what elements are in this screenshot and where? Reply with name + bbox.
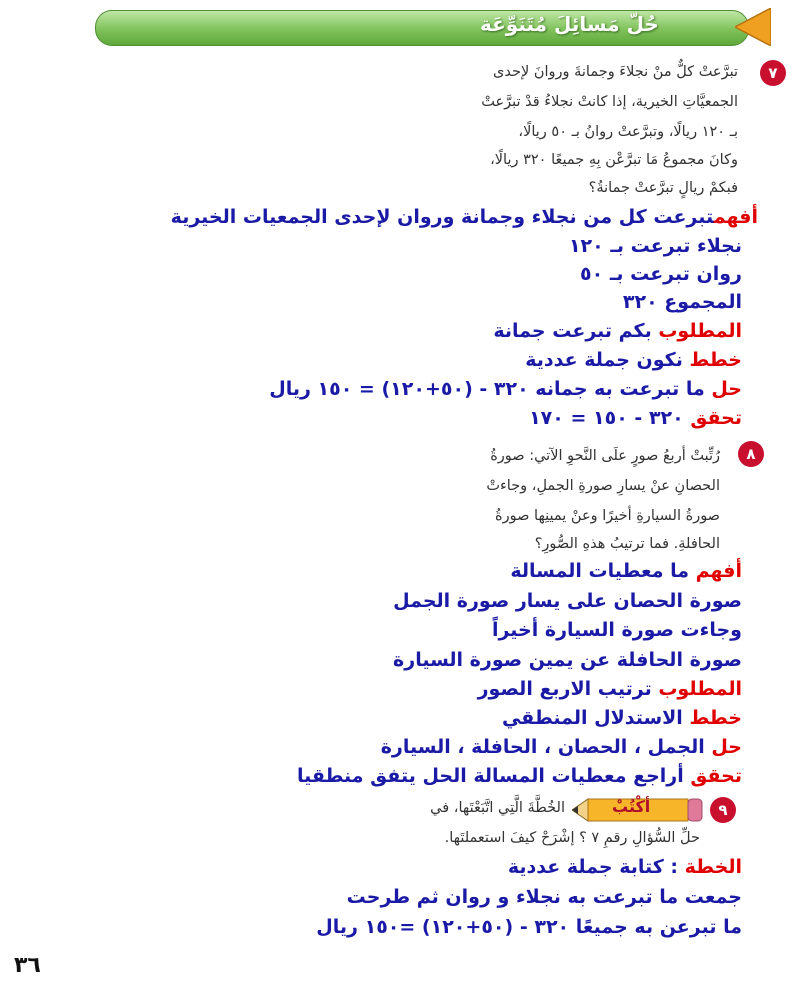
answer-text: تبرعت كل من نجلاء وجمانة وروان لإحدى الجمعيات الخيرية xyxy=(170,206,714,228)
question-7-line: فبكمْ ريالٍ تبرَّعتْ جمانةُ؟ xyxy=(588,180,738,196)
answer-text: ما معطيات المسالة xyxy=(510,560,696,582)
question-number-8: ٨ xyxy=(738,441,764,467)
question-7-line: تبرَّعتْ كلٌّ منْ نجلاءَ وجمانةَ وروانَ لإحدى xyxy=(493,64,738,80)
label-khotta: الخطة xyxy=(684,856,742,878)
answer-9-line: جمعت ما تبرعت به نجلاء و روان ثم طرحت xyxy=(346,886,742,908)
banner-arrow-icon xyxy=(735,8,771,46)
answer-9-khotta xyxy=(508,856,742,878)
label-afham: أفهم xyxy=(713,206,758,228)
question-9-line: الخُطَّةَ الَّتِي اتَّبَعْتَها، في xyxy=(430,800,565,816)
question-number-9: ٩ xyxy=(710,797,736,823)
label-hal: حل xyxy=(711,378,742,400)
answer-8-line: صورة الحصان على يسار صورة الجمل xyxy=(393,590,742,612)
answer-text: الاستدلال المنطقي xyxy=(501,707,690,729)
answer-7-line: نجلاء تبرعت بـ ١٢٠ xyxy=(568,235,742,257)
label-khotta: خطط xyxy=(689,349,742,371)
answer-text: نكون جملة عددية xyxy=(525,349,690,371)
answer-7-line: روان تبرعت بـ ٥٠ xyxy=(580,263,742,285)
question-7-line: وكانَ مجموعُ مَا تبرَّعْن بِهِ جميعًا ٣٢٠ ريالًا، xyxy=(490,152,738,168)
answer-8-line: وجاءت صورة السيارة أخيراً xyxy=(491,619,742,641)
answer-7-afham xyxy=(171,206,758,228)
question-8-line: رُتِّبتْ أربعُ صورٍ علَى النَّحوِ الآتي: صورةُ xyxy=(490,448,720,464)
answer-8-tahaqqaq xyxy=(297,765,742,787)
answer-7-matloob xyxy=(493,320,742,342)
answer-8-afham xyxy=(510,560,742,582)
answer-7-tahaqqaq xyxy=(529,407,742,429)
answer-8-matloob xyxy=(478,678,742,700)
question-9-line: حلِّ السُّؤالِ رقمِ ٧ ؟ إشْرَحْ كيفَ استعملتَها. xyxy=(444,830,700,846)
answer-text: ترتيب الاربع الصور xyxy=(477,678,659,700)
section-title: حُلّ مَسائِلَ مُتَنَوِّعَة xyxy=(480,12,659,36)
label-matloob: المطلوب xyxy=(658,320,742,342)
question-8-line: صورةُ السيارةِ أخيرًا وعنْ يمينِها صورةُ xyxy=(495,508,720,524)
answer-text: ما تبرعت به جمانه ٣٢٠ - (٥٠+١٢٠) = ١٥٠ ريال xyxy=(269,378,712,400)
label-hal: حل xyxy=(711,736,742,758)
label-tahaqqaq: تحقق xyxy=(690,765,742,787)
label-khotta: خطط xyxy=(689,707,742,729)
answer-8-hal xyxy=(381,736,742,758)
label-matloob: المطلوب xyxy=(658,678,742,700)
answer-9-line: ما تبرعن به جميعًا ٣٢٠ - (٥٠+١٢٠) =١٥٠ ريال xyxy=(316,916,742,938)
answer-8-line: صورة الحافلة عن يمين صورة السيارة xyxy=(393,649,742,671)
label-tahaqqaq: تحقق xyxy=(690,407,742,429)
question-8-line: الحافلةِ. فما ترتيبُ هذهِ الصُّورِ؟ xyxy=(534,536,720,552)
answer-7-hal xyxy=(269,378,742,400)
question-number-7: ٧ xyxy=(760,60,786,86)
answer-text: بكم تبرعت جمانة xyxy=(493,320,659,342)
write-badge-label: أكْتُبْ xyxy=(612,797,651,816)
answer-text: : كتابة جملة عددية xyxy=(507,856,685,878)
answer-text: الجمل ، الحصان ، الحافلة ، السيارة xyxy=(380,736,712,758)
answer-8-khotta xyxy=(502,707,742,729)
question-7-line: بـ ١٢٠ ريالًا، وتبرَّعتْ روانُ بـ ٥٠ ريالًا، xyxy=(518,124,738,140)
page-number: ٣٦ xyxy=(14,953,41,978)
question-8-line: الحصانِ عنْ يسارِ صورةِ الجملِ، وجاءتْ xyxy=(486,478,720,494)
answer-text: ٣٢٠ - ١٥٠ = ١٧٠ xyxy=(529,407,691,429)
answer-text: أراجع معطيات المسالة الحل يتفق منطقيا xyxy=(296,765,691,787)
answer-7-khotta xyxy=(525,349,742,371)
question-7-line: الجمعيَّاتِ الخيرية، إذا كانتْ نجلاءُ قدْ تبرَّعتْ xyxy=(481,94,738,110)
answer-7-line: المجموع ٣٢٠ xyxy=(622,291,742,313)
label-afham: أفهم xyxy=(695,560,742,582)
